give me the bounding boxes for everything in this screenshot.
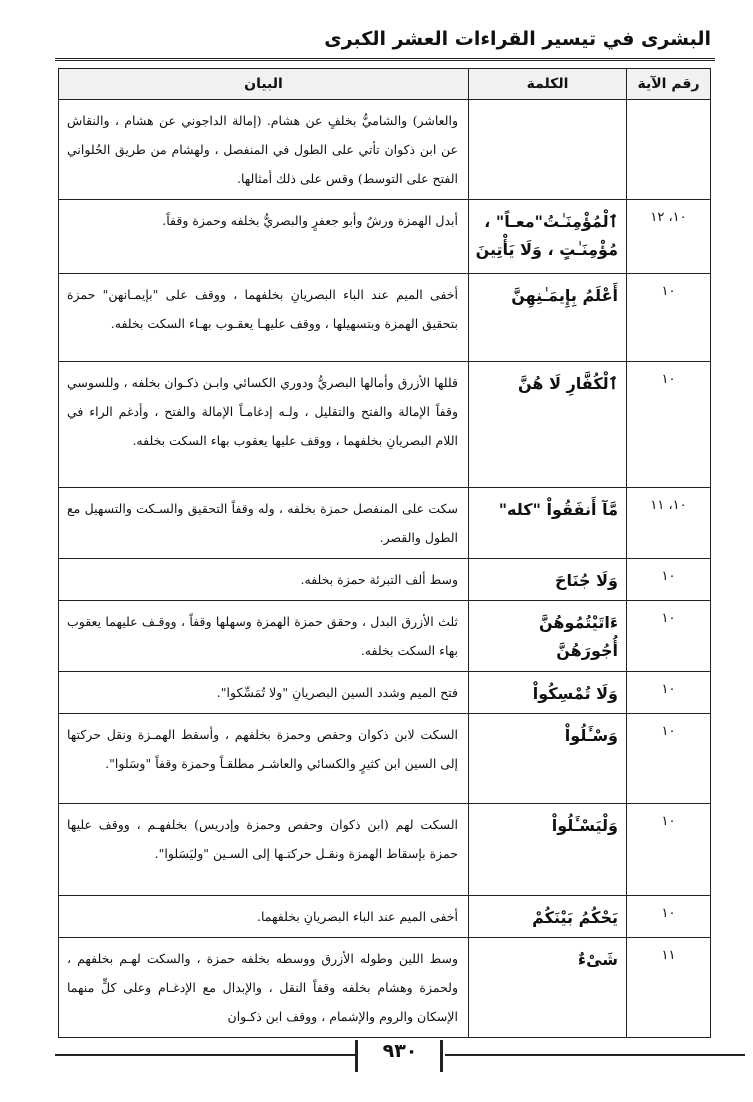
footer-rule-right <box>445 1054 745 1056</box>
footer-bar-left <box>355 1040 358 1072</box>
table-row <box>59 559 711 601</box>
ayah-number-cell: ١٠ <box>627 896 711 938</box>
table-row <box>59 601 711 672</box>
footer-bar-right <box>440 1040 443 1072</box>
quran-word-cell: وَلَا تُمْسِكُواْ <box>469 672 627 714</box>
explanation-cell: أخفى الميم عند الباء البصريانِ بخلفهما ، ووقف على "بإيمـانهن" حمزة بتحقيق الهمزة وبتسهيلها ، ووقف عليهـا يعقـوب بهـاء السكت بخلفه. <box>59 274 469 362</box>
explanation-cell: السكت لهم (ابن ذكوان وحفص وحمزة وإدريس) بخلفهـم ، ووقف عليها حمزة بإسقاط الهمزة ونقـل حركتـها إلى السـين "وليَسَلوا". <box>59 804 469 896</box>
explanation-cell: قللها الأزرق وأمالها البصريُّ ودوري الكسائي وابـن ذكـوان بخلفه ، وللسوسي وقفاً الإمالة والفتح والتقليل ، ولـه إدغامـاً الإمالة والفتح ، وأدغم الراء في اللام البصريانِ بخلفهما ، ووقف عليها يعقوب بهاء السكت بخلفه. <box>59 362 469 488</box>
quran-word-cell <box>469 100 627 200</box>
quran-word-cell: ٱلْمُؤْمِنَـٰتُ"معـاً" ، مُؤْمِنَـٰتٍ ، وَلَا يَأْتِينَ <box>469 200 627 274</box>
quran-word-cell: ءَاتَيْتُمُوهُنَّ أُجُورَهُنَّ <box>469 601 627 672</box>
quran-word-cell: يَحْكُمُ بَيْنَكُمْ <box>469 896 627 938</box>
ayah-number-cell: ١٠، ١٢ <box>627 200 711 274</box>
ayah-number-cell: ١٠ <box>627 601 711 672</box>
column-header-word: الكلمة <box>469 69 627 100</box>
table-row <box>59 714 711 804</box>
ayah-number-cell: ١٠ <box>627 362 711 488</box>
explanation-cell: أخفى الميم عند الباء البصريانِ بخلفهما. <box>59 896 469 938</box>
explanation-cell: ثلث الأزرق البدل ، وحقق حمزة الهمزة وسهلها وقفاً ، ووقـف عليهما يعقوب بهاء السكت بخلفه. <box>59 601 469 672</box>
quran-word-cell: وَلْيَسْـَٔلُواْ <box>469 804 627 896</box>
table-row <box>59 362 711 488</box>
ayah-number-cell: ١٠ <box>627 274 711 362</box>
table-row <box>59 488 711 559</box>
footer-rule-left <box>55 1054 355 1056</box>
ayah-number-cell: ١١ <box>627 938 711 1038</box>
table-row <box>59 672 711 714</box>
table-row <box>59 804 711 896</box>
explanation-cell: سكت على المنفصل حمزة بخلفه ، وله وقفاً التحقيق والسـكت والتسهيل مع الطول والقصر. <box>59 488 469 559</box>
explanation-cell: والعاشر) والشاميُّ بخلفٍ عن هشام. (إمالة الداجوني عن هشام ، والنقاش عن ابن ذكوان تأتي على الطول في المنفصل ، ولهشام من طريق الحُلواني الفتح على التوسط) وقس على ذلك أمثالها. <box>59 100 469 200</box>
explanation-cell: وسط اللين وطوله الأزرق ووسطه بخلفه حمزة ، والسكت لهـم بخلفهم ، ولحمزة وهشام بخلفه وقفاً النقل ، والإبدال مع الإدغـام وعلى كلٍّ منهما الإسكان والروم والإشمام ، ووقف ابن ذكـوان <box>59 938 469 1038</box>
ayah-number-cell: ١٠ <box>627 714 711 804</box>
explanation-cell: أبدل الهمزة ورشٌ وأبو جعفرٍ والبصريُّ بخلفه وحمزة وقفاً. <box>59 200 469 274</box>
column-header-ayah: رقم الآية <box>627 69 711 100</box>
table-row <box>59 896 711 938</box>
ayah-number-cell: ١٠ <box>627 804 711 896</box>
quran-word-cell: ٱلْكُفَّارِ لَا هُنَّ <box>469 362 627 488</box>
table-row <box>59 938 711 1038</box>
page-number: ٩٣٠ <box>382 1040 418 1062</box>
table-row <box>59 200 711 274</box>
quran-word-cell: مَّآ أَنفَقُواْ "كله" <box>469 488 627 559</box>
quran-word-cell: أَعْلَمُ بِإِيمَـٰنِهِنَّ <box>469 274 627 362</box>
ayah-number-cell: ١٠، ١١ <box>627 488 711 559</box>
table-row <box>59 274 711 362</box>
header-divider <box>55 58 715 61</box>
column-header-explanation: البيان <box>59 69 469 100</box>
ayah-number-cell: ١٠ <box>627 672 711 714</box>
quran-word-cell: وَلَا جُنَاحَ <box>469 559 627 601</box>
quran-word-cell: وَسْـَٔلُواْ <box>469 714 627 804</box>
readings-table <box>58 68 711 1038</box>
ayah-number-cell: ١٠ <box>627 559 711 601</box>
explanation-cell: السكت لابن ذكوان وحفص وحمزة بخلفهم ، وأسقط الهمـزة ونقل حركتها إلى السين ابن كثيرٍ والكسائي والعاشـر مطلقـاً وحمزة وقفاً "وسَلوا". <box>59 714 469 804</box>
book-title: البشرى في تيسير القراءات العشر الكبرى <box>324 28 711 50</box>
table-header-row <box>59 69 711 100</box>
explanation-cell: فتح الميم وشدد السين البصريانِ "ولا تُمَسِّكوا". <box>59 672 469 714</box>
ayah-number-cell <box>627 100 711 200</box>
table-row <box>59 100 711 200</box>
quran-word-cell: شَىْءٌ <box>469 938 627 1038</box>
explanation-cell: وسط ألف التبرئة حمزة بخلفه. <box>59 559 469 601</box>
